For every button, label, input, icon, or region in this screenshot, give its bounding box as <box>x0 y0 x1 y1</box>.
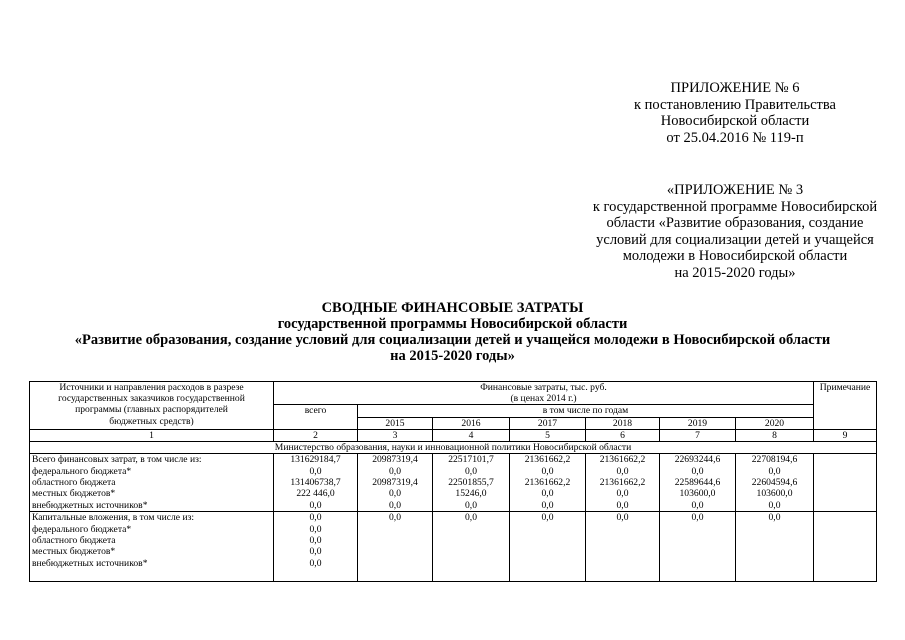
year-cell: 2017 <box>510 417 586 429</box>
column-number: 4 <box>433 429 510 441</box>
appendix-3-line: области «Развитие образования, создание <box>606 215 864 231</box>
table-row-capital-investments <box>30 512 877 581</box>
appendix-3-line: к государственной программе Новосибирской <box>592 198 878 215</box>
group2-2017: 0,0 <box>510 512 586 581</box>
appendix-3-line: молодежи в Новосибирской области <box>622 248 848 264</box>
column-number: 9 <box>814 429 877 441</box>
year-cell: 2016 <box>433 417 510 429</box>
title-line: «Развитие образования, создание условий для социализации детей и учащейся молодежи в Новосибирской области <box>74 332 831 348</box>
group1-2019: 22693244,6 0,0 22589644,6 103600,0 0,0 <box>660 454 736 512</box>
column-number: 2 <box>274 429 358 441</box>
year-cell: 2020 <box>736 417 814 429</box>
column-number: 3 <box>358 429 433 441</box>
group1-2017: 21361662,2 0,0 21361662,2 0,0 0,0 <box>510 454 586 512</box>
year-cell: 2019 <box>660 417 736 429</box>
header-by-years-cell: в том числе по годам <box>358 405 814 417</box>
group1-total: 131629184,7 0,0 131406738,7 222 446,0 0,0 <box>274 454 358 512</box>
group2-2020: 0,0 <box>736 512 814 581</box>
financial-costs-table <box>29 381 877 582</box>
header-costs-cell: Финансовые затраты, тыс. руб. (в ценах 2014 г.) <box>274 382 814 405</box>
group2-2016: 0,0 <box>433 512 510 581</box>
appendix-3-line: на 2015-2020 годы» <box>674 264 796 281</box>
group1-2016: 22517101,7 0,0 22501855,7 15246,0 0,0 <box>433 454 510 512</box>
title-line: СВОДНЫЕ ФИНАНСОВЫЕ ЗАТРАТЫ <box>321 300 584 316</box>
title-line: на 2015-2020 годы» <box>390 348 515 364</box>
group2-note <box>814 512 877 581</box>
appendix-3-line: «ПРИЛОЖЕНИЕ № 3 <box>666 182 804 198</box>
appendix-6-line: Новосибирской области <box>660 113 810 129</box>
column-number: 7 <box>660 429 736 441</box>
group1-note <box>814 454 877 512</box>
group2-2019: 0,0 <box>660 512 736 581</box>
header-note-cell: Примечание <box>814 382 877 430</box>
group1-2015: 20987319,4 0,0 20987319,4 0,0 0,0 <box>358 454 433 512</box>
group2-total: 0,0 0,0 0,0 0,0 0,0 <box>274 512 358 581</box>
ministry-row <box>30 442 877 454</box>
group1-2020: 22708194,6 0,0 22604594,6 103600,0 0,0 <box>736 454 814 512</box>
group1-labels: Всего финансовых затрат, в том числе из: федерального бюджета* областного бюджета местных бюджетов* внебюджетных источников* <box>30 454 274 512</box>
table-row-total-costs <box>30 454 877 512</box>
table-header-row <box>30 382 877 405</box>
document-title <box>0 300 905 364</box>
header-sources-cell: Источники и направления расходов в разрезе государственных заказчиков государственной программы (главных распорядителей бюджетных средств) <box>30 382 274 430</box>
year-cell: 2018 <box>586 417 660 429</box>
column-numbers-row <box>30 429 877 441</box>
group2-2015: 0,0 <box>358 512 433 581</box>
group2-2018: 0,0 <box>586 512 660 581</box>
appendix-6-line: ПРИЛОЖЕНИЕ № 6 <box>670 80 800 96</box>
column-number: 1 <box>30 429 274 441</box>
column-number: 8 <box>736 429 814 441</box>
column-number: 6 <box>586 429 660 441</box>
ministry-cell: Министерство образования, науки и инновационной политики Новосибирской области <box>30 442 877 454</box>
header-total-cell: всего <box>274 405 358 429</box>
column-number: 5 <box>510 429 586 441</box>
appendix-6-line: к постановлению Правительства <box>634 96 836 113</box>
appendix-6-line: от 25.04.2016 № 119-п <box>666 129 804 146</box>
year-cell: 2015 <box>358 417 433 429</box>
title-line: государственной программы Новосибирской области <box>277 316 628 332</box>
appendix-3-line: условий для социализации детей и учащейся <box>596 231 874 248</box>
group2-labels: Капитальные вложения, в том числе из: федерального бюджета* областного бюджета местных бюджетов* внебюджетных источников* <box>30 512 274 581</box>
appendix-3-header <box>530 182 905 281</box>
group1-2018: 21361662,2 0,0 21361662,2 0,0 0,0 <box>586 454 660 512</box>
appendix-6-header <box>575 80 895 146</box>
